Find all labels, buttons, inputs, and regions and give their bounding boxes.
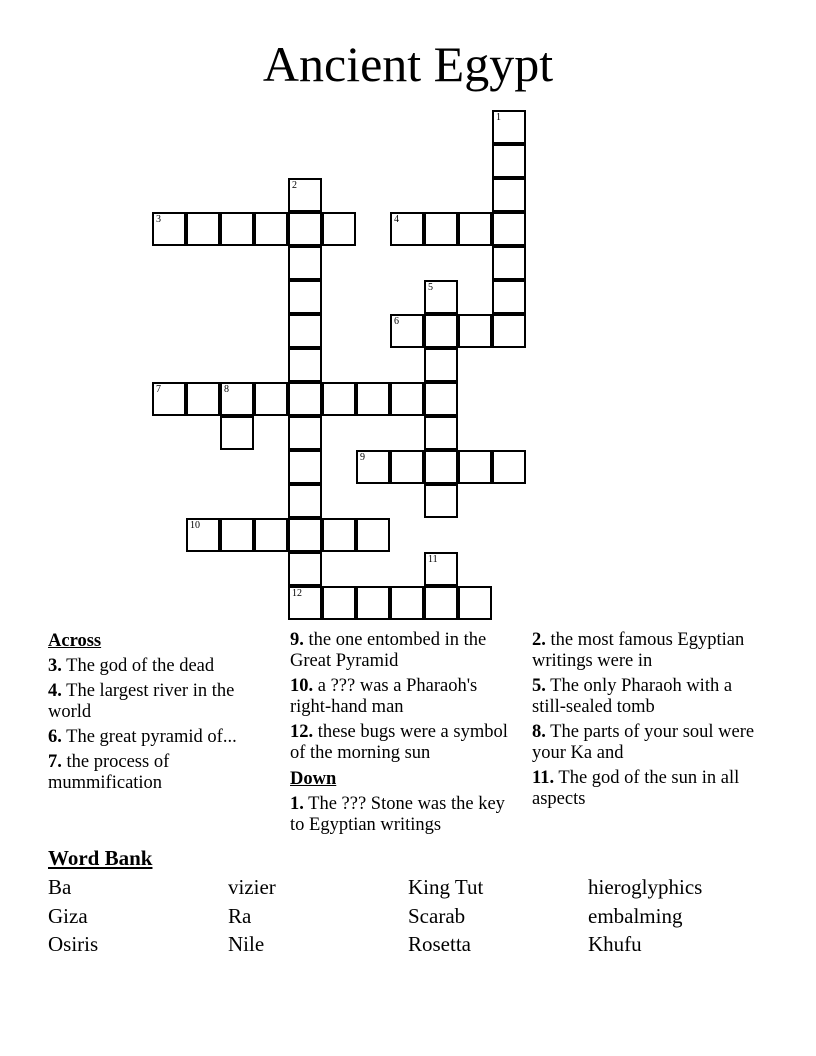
word-bank-item: Osiris bbox=[48, 932, 99, 956]
word-bank bbox=[48, 874, 768, 960]
clue-number: 10 bbox=[190, 520, 200, 531]
grid-cell[interactable] bbox=[458, 212, 492, 246]
grid-cell[interactable] bbox=[492, 280, 526, 314]
grid-cell[interactable] bbox=[288, 518, 322, 552]
clue-number: 11 bbox=[428, 554, 438, 565]
grid-cell[interactable] bbox=[288, 212, 322, 246]
across-clue-3: 3. The god of the dead bbox=[48, 656, 215, 676]
clue-number: 9 bbox=[360, 452, 365, 463]
clues-column-3 bbox=[532, 630, 762, 814]
grid-cell[interactable] bbox=[492, 110, 526, 144]
down-heading: Down bbox=[290, 769, 337, 789]
word-bank-item: embalming bbox=[588, 903, 683, 928]
grid-cell[interactable] bbox=[186, 212, 220, 246]
grid-cell[interactable] bbox=[458, 450, 492, 484]
clue-number: 8 bbox=[224, 384, 229, 395]
grid-cell[interactable] bbox=[424, 280, 458, 314]
grid-cell[interactable] bbox=[424, 416, 458, 450]
word-bank-item: Ra bbox=[228, 903, 252, 928]
grid-cell[interactable] bbox=[152, 382, 186, 416]
clue-number: 12 bbox=[292, 588, 302, 599]
word-bank-item: Giza bbox=[48, 903, 88, 928]
word-bank-row bbox=[48, 931, 768, 960]
word-bank-row bbox=[48, 874, 768, 903]
across-clue-6: 6. The great pyramid of... bbox=[48, 727, 237, 747]
clues-column-2 bbox=[290, 630, 520, 840]
grid-cell[interactable] bbox=[356, 586, 390, 620]
down-clue-5: 5. The only Pharaoh with a still-sealed tomb bbox=[532, 676, 733, 717]
clue-number: 6 bbox=[394, 316, 399, 327]
grid-cell[interactable] bbox=[288, 246, 322, 280]
across-clue-9: 9. the one entombed in the Great Pyramid bbox=[290, 630, 487, 671]
grid-cell[interactable] bbox=[356, 450, 390, 484]
word-bank-row bbox=[48, 903, 768, 932]
across-clue-12: 12. these bugs were a symbol of the morning sun bbox=[290, 722, 508, 763]
grid-cell[interactable] bbox=[322, 382, 356, 416]
grid-cell[interactable] bbox=[254, 382, 288, 416]
grid-cell[interactable] bbox=[390, 382, 424, 416]
grid-cell[interactable] bbox=[356, 382, 390, 416]
grid-cell[interactable] bbox=[322, 212, 356, 246]
word-bank-item: hieroglyphics bbox=[588, 875, 703, 899]
clue-number: 5 bbox=[428, 282, 433, 293]
grid-cell[interactable] bbox=[288, 280, 322, 314]
grid-cell[interactable] bbox=[492, 144, 526, 178]
grid-cell[interactable] bbox=[288, 416, 322, 450]
down-clue-11: 11. The god of the sun in all aspects bbox=[532, 768, 740, 809]
grid-cell[interactable] bbox=[492, 450, 526, 484]
word-bank-item: Scarab bbox=[408, 903, 466, 928]
grid-cell[interactable] bbox=[424, 586, 458, 620]
clue-number: 7 bbox=[156, 384, 161, 395]
grid-cell[interactable] bbox=[186, 382, 220, 416]
grid-cell[interactable] bbox=[424, 382, 458, 416]
word-bank-item: Ba bbox=[48, 875, 72, 899]
word-bank-item: Nile bbox=[228, 932, 265, 956]
grid-cell[interactable] bbox=[492, 246, 526, 280]
down-clue-1: 1. The ??? Stone was the key to Egyptian writings bbox=[290, 794, 505, 835]
grid-cell[interactable] bbox=[288, 178, 322, 212]
grid-cell[interactable] bbox=[322, 518, 356, 552]
word-bank-item: King Tut bbox=[408, 875, 484, 899]
clue-number: 1 bbox=[496, 112, 501, 123]
grid-cell[interactable] bbox=[288, 382, 322, 416]
grid-cell[interactable] bbox=[492, 212, 526, 246]
word-bank-title: Word Bank bbox=[48, 846, 153, 870]
grid-cell[interactable] bbox=[152, 212, 186, 246]
word-bank-item: Khufu bbox=[588, 932, 642, 956]
grid-cell[interactable] bbox=[220, 382, 254, 416]
grid-cell[interactable] bbox=[254, 212, 288, 246]
grid-cell[interactable] bbox=[424, 314, 458, 348]
word-bank-item: Rosetta bbox=[408, 932, 471, 956]
word-bank-item: vizier bbox=[228, 875, 276, 899]
grid-cell[interactable] bbox=[288, 348, 322, 382]
down-clue-8: 8. The parts of your soul were your Ka and bbox=[532, 722, 755, 763]
grid-cell[interactable] bbox=[322, 586, 356, 620]
page-title: Ancient Egypt bbox=[262, 36, 554, 92]
grid-cell[interactable] bbox=[288, 484, 322, 518]
grid-cell[interactable] bbox=[186, 518, 220, 552]
grid-cell[interactable] bbox=[492, 314, 526, 348]
grid-cell[interactable] bbox=[424, 212, 458, 246]
grid-cell[interactable] bbox=[288, 314, 322, 348]
grid-cell[interactable] bbox=[390, 586, 424, 620]
clue-number: 2 bbox=[292, 180, 297, 191]
grid-cell[interactable] bbox=[390, 212, 424, 246]
clue-number: 3 bbox=[156, 214, 161, 225]
grid-cell[interactable] bbox=[220, 212, 254, 246]
grid-cell[interactable] bbox=[390, 450, 424, 484]
grid-cell[interactable] bbox=[458, 586, 492, 620]
grid-cell[interactable] bbox=[254, 518, 288, 552]
grid-cell[interactable] bbox=[424, 348, 458, 382]
clues-column-1 bbox=[48, 630, 273, 798]
grid-cell[interactable] bbox=[458, 314, 492, 348]
across-clue-4: 4. The largest river in the world bbox=[48, 681, 235, 722]
grid-cell[interactable] bbox=[288, 552, 322, 586]
grid-cell[interactable] bbox=[220, 518, 254, 552]
grid-cell[interactable] bbox=[390, 314, 424, 348]
clue-number: 4 bbox=[394, 214, 399, 225]
across-heading: Across bbox=[48, 631, 102, 651]
grid-cell[interactable] bbox=[220, 416, 254, 450]
grid-cell[interactable] bbox=[424, 552, 458, 586]
across-clue-10: 10. a ??? was a Pharaoh's right-hand man bbox=[290, 676, 478, 717]
across-clue-7: 7. the process of mummification bbox=[48, 752, 170, 793]
grid-cell[interactable] bbox=[288, 450, 322, 484]
grid-cell[interactable] bbox=[288, 586, 322, 620]
grid-cell[interactable] bbox=[424, 450, 458, 484]
grid-cell[interactable] bbox=[492, 178, 526, 212]
down-clue-2: 2. the most famous Egyptian writings were in bbox=[532, 630, 745, 671]
grid-cell[interactable] bbox=[356, 518, 390, 552]
grid-cell[interactable] bbox=[424, 484, 458, 518]
